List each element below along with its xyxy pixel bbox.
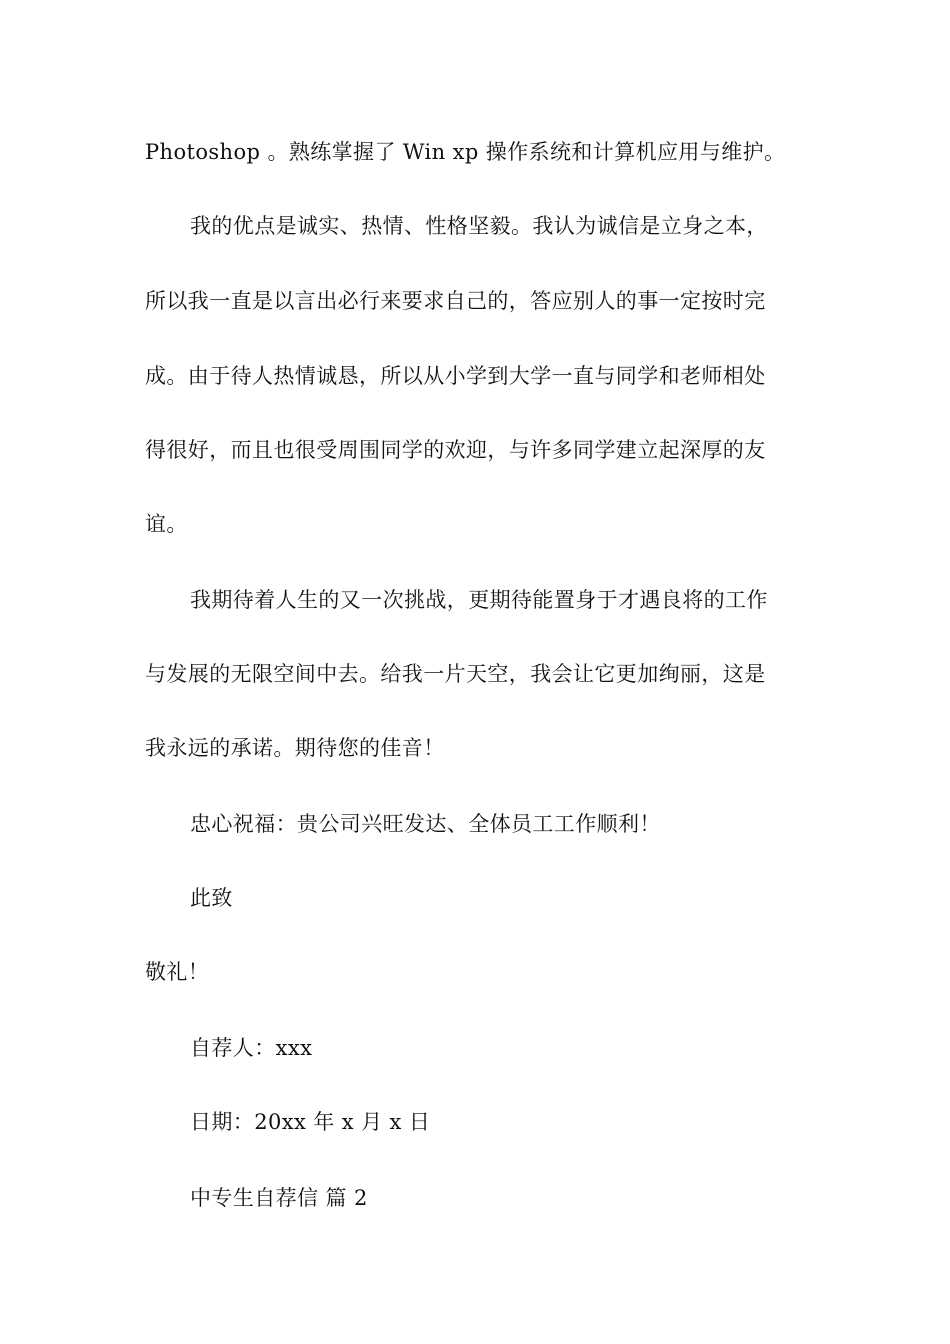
text-line-wishes: 忠心祝福：贵公司兴旺发达、全体员工工作顺利！ — [190, 812, 661, 836]
text-line-expectation-2: 与发展的无限空间中去。给我一片天空，我会让它更加绚丽，这是 — [145, 662, 766, 686]
text-line-expectation-1: 我期待着人生的又一次挑战，更期待能置身于才遇良将的工作 — [190, 588, 768, 612]
text-line-skills: Photoshop 。熟练掌握了 Win xp 操作系统和计算机应用与维护。 — [145, 140, 786, 164]
text-line-expectation-3: 我永远的承诺。期待您的佳音！ — [145, 736, 445, 760]
text-line-signer: 自荐人：xxx — [190, 1036, 313, 1060]
text-line-closing: 此致 — [190, 886, 233, 910]
text-line-strengths-2: 所以我一直是以言出必行来要求自己的，答应别人的事一定按时完 — [145, 289, 766, 313]
text-line-strengths-3: 成。由于待人热情诚恳，所以从小学到大学一直与同学和老师相处 — [145, 364, 766, 388]
text-line-strengths-5: 谊。 — [145, 512, 188, 536]
text-line-date: 日期：20xx 年 x 月 x 日 — [190, 1110, 431, 1134]
text-line-salutation: 敬礼！ — [145, 960, 210, 984]
text-line-strengths-1: 我的优点是诚实、热情、性格坚毅。我认为诚信是立身之本， — [190, 214, 768, 238]
text-line-strengths-4: 得很好，而且也很受周围同学的欢迎，与许多同学建立起深厚的友 — [145, 438, 766, 462]
text-line-next-title: 中专生自荐信 篇 2 — [190, 1186, 368, 1210]
